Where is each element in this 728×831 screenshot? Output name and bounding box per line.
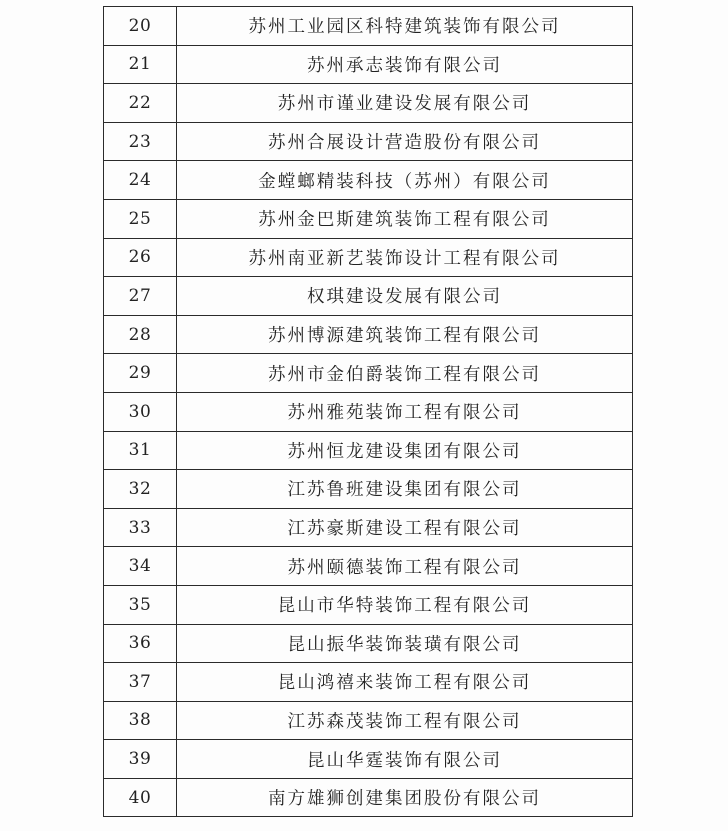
table-row <box>104 199 633 238</box>
row-number-cell: 24 <box>104 161 177 200</box>
company-name-cell: 江苏豪斯建设工程有限公司 <box>177 508 633 547</box>
table-row <box>104 740 633 779</box>
company-name-cell: 苏州合展设计营造股份有限公司 <box>177 122 633 161</box>
table-row <box>104 84 633 123</box>
row-number-cell: 28 <box>104 315 177 354</box>
company-name-cell: 南方雄狮创建集团股份有限公司 <box>177 778 633 817</box>
row-number-cell: 39 <box>104 740 177 779</box>
table-row <box>104 585 633 624</box>
row-number-cell: 37 <box>104 663 177 702</box>
table-row <box>104 547 633 586</box>
table-row <box>104 238 633 277</box>
row-number-cell: 29 <box>104 354 177 393</box>
company-name-cell: 苏州市谨业建设发展有限公司 <box>177 84 633 123</box>
company-name-cell: 苏州雅苑装饰工程有限公司 <box>177 392 633 431</box>
row-number-cell: 23 <box>104 122 177 161</box>
company-name-cell: 苏州市金伯爵装饰工程有限公司 <box>177 354 633 393</box>
company-name-cell: 苏州颐德装饰工程有限公司 <box>177 547 633 586</box>
table-row <box>104 45 633 84</box>
row-number-cell: 25 <box>104 199 177 238</box>
company-name-cell: 昆山鸿禧来装饰工程有限公司 <box>177 663 633 702</box>
row-number-cell: 34 <box>104 547 177 586</box>
table-row <box>104 7 633 46</box>
table-row <box>104 392 633 431</box>
row-number-cell: 38 <box>104 701 177 740</box>
row-number-cell: 27 <box>104 277 177 316</box>
company-list-table <box>103 6 633 817</box>
table-row <box>104 122 633 161</box>
row-number-cell: 21 <box>104 45 177 84</box>
company-name-cell: 苏州博源建筑装饰工程有限公司 <box>177 315 633 354</box>
company-name-cell: 苏州金巴斯建筑装饰工程有限公司 <box>177 199 633 238</box>
row-number-cell: 33 <box>104 508 177 547</box>
table-row <box>104 663 633 702</box>
row-number-cell: 31 <box>104 431 177 470</box>
table-row <box>104 431 633 470</box>
company-name-cell: 昆山市华特装饰工程有限公司 <box>177 585 633 624</box>
table-row <box>104 277 633 316</box>
row-number-cell: 35 <box>104 585 177 624</box>
table-row <box>104 354 633 393</box>
table-row <box>104 624 633 663</box>
row-number-cell: 22 <box>104 84 177 123</box>
company-list-body <box>104 7 633 817</box>
row-number-cell: 36 <box>104 624 177 663</box>
table-row <box>104 315 633 354</box>
company-name-cell: 江苏鲁班建设集团有限公司 <box>177 470 633 509</box>
row-number-cell: 32 <box>104 470 177 509</box>
company-name-cell: 昆山振华装饰装璜有限公司 <box>177 624 633 663</box>
company-name-cell: 苏州南亚新艺装饰设计工程有限公司 <box>177 238 633 277</box>
table-row <box>104 778 633 817</box>
row-number-cell: 26 <box>104 238 177 277</box>
table-row <box>104 701 633 740</box>
company-name-cell: 权琪建设发展有限公司 <box>177 277 633 316</box>
table-row <box>104 508 633 547</box>
row-number-cell: 20 <box>104 7 177 46</box>
company-name-cell: 苏州工业园区科特建筑装饰有限公司 <box>177 7 633 46</box>
company-name-cell: 苏州承志装饰有限公司 <box>177 45 633 84</box>
row-number-cell: 40 <box>104 778 177 817</box>
company-name-cell: 昆山华霆装饰有限公司 <box>177 740 633 779</box>
table-row <box>104 470 633 509</box>
row-number-cell: 30 <box>104 392 177 431</box>
company-name-cell: 金螳螂精装科技（苏州）有限公司 <box>177 161 633 200</box>
company-name-cell: 苏州恒龙建设集团有限公司 <box>177 431 633 470</box>
company-name-cell: 江苏森茂装饰工程有限公司 <box>177 701 633 740</box>
table-row <box>104 161 633 200</box>
